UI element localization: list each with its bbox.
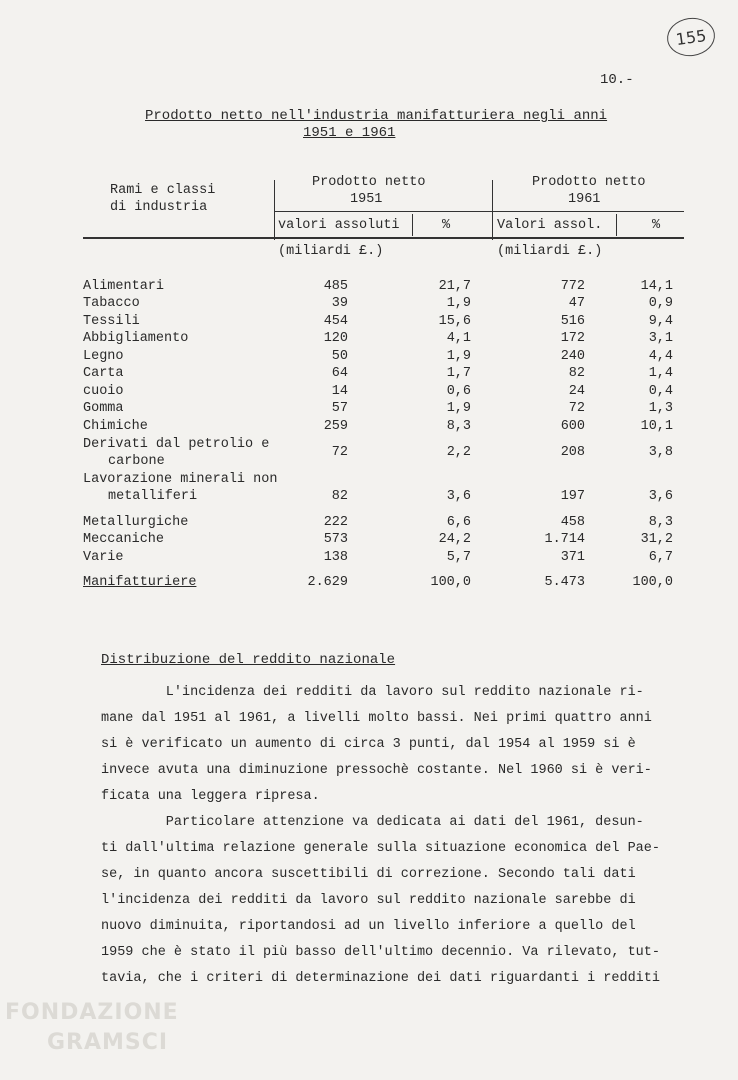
total-1951: 2.629 [307, 575, 348, 590]
value-1961: 371 [560, 550, 585, 565]
text-line: mane dal 1951 al 1961, a livelli molto bassi. Nei primi quattro anni [101, 711, 652, 726]
pct-1951: 21,7 [438, 279, 471, 294]
group-1961-line2: 1961 [568, 192, 601, 207]
value-1951: 573 [323, 532, 348, 547]
table-row [0, 296, 738, 313]
page-number: 10.- [600, 72, 634, 88]
value-1961: 208 [560, 445, 585, 460]
value-1961: 600 [560, 419, 585, 434]
pct-1951: 6,6 [446, 515, 471, 530]
row-label: Tabacco [83, 296, 140, 311]
text-line: nuovo diminuita, riportandosi ad un livello inferiore a quello del [101, 919, 636, 934]
value-1951: 50 [331, 349, 348, 364]
group-1951-line1: Prodotto netto [312, 175, 426, 190]
pct-1951: 1,9 [446, 349, 471, 364]
branch-header-line1: Rami e classi [110, 183, 216, 198]
table-row [0, 366, 738, 383]
text-line: si è verificato un aumento di circa 3 punti, dal 1954 al 1959 si è [101, 737, 636, 752]
table-row [0, 419, 738, 436]
value-1961: 772 [560, 279, 585, 294]
pct-1951: 5,7 [446, 550, 471, 565]
archive-watermark [5, 998, 195, 1068]
table-row [0, 550, 738, 567]
text-line: L'incidenza dei redditi da lavoro sul reddito nazionale ri- [101, 685, 644, 700]
pct-1961: 3,1 [648, 331, 673, 346]
section-title: Distribuzione del reddito nazionale [101, 652, 396, 668]
text-line: 1959 che è stato il più basso dell'ultimo decennio. Va rilevato, tut- [101, 945, 660, 960]
row-label: Tessili [83, 314, 140, 329]
sub-pct-1951: % [442, 218, 451, 233]
group-1961-line1: Prodotto netto [532, 175, 646, 190]
value-1951: 14 [331, 384, 348, 399]
value-1951: 39 [331, 296, 348, 311]
pct-1951: 24,2 [438, 532, 471, 547]
row-label: Lavorazione minerali non [83, 472, 278, 487]
pct-1951: 3,6 [446, 489, 471, 504]
group-1951-line2: 1951 [350, 192, 383, 207]
text-line: ficata una leggera ripresa. [101, 789, 320, 804]
value-1951: 72 [331, 445, 348, 460]
total-1961: 5.473 [544, 575, 585, 590]
header-rule [83, 237, 684, 239]
table-total-row [0, 575, 738, 592]
row-label: Gomma [83, 401, 124, 416]
table-title-line2: 1951 e 1961 [303, 125, 396, 141]
row-label: Meccaniche [83, 532, 165, 547]
value-1961: 197 [560, 489, 585, 504]
sub-values-1951: valori assoluti [278, 218, 400, 233]
value-1961: 240 [560, 349, 585, 364]
value-1961: 72 [568, 401, 585, 416]
row-label: Derivati dal petrolio e [83, 437, 270, 452]
pct-1951: 1,7 [446, 366, 471, 381]
value-1951: 485 [323, 279, 348, 294]
row-label: Alimentari [83, 279, 165, 294]
pct-1961: 10,1 [640, 419, 673, 434]
pct-1961: 0,4 [648, 384, 673, 399]
row-label: cuoio [83, 384, 124, 399]
pct-1951: 15,6 [438, 314, 471, 329]
pct-1961: 6,7 [648, 550, 673, 565]
text-line: ti dall'ultima relazione generale sulla situazione economica del Pae- [101, 841, 660, 856]
table-row [0, 384, 738, 401]
pct-1951: 0,6 [446, 384, 471, 399]
row-label: Carta [83, 366, 124, 381]
pct-1961: 1,4 [648, 366, 673, 381]
value-1951: 454 [323, 314, 348, 329]
value-1961: 24 [568, 384, 585, 399]
pct-1951: 8,3 [446, 419, 471, 434]
unit-1961: (miliardi £.) [497, 244, 603, 259]
archive-stamp: 155 [665, 15, 718, 59]
pct-1951: 4,1 [446, 331, 471, 346]
sub-values-1961: Valori assol. [497, 218, 603, 233]
header-divider-right [492, 180, 493, 240]
row-label-cont: carbone [108, 454, 165, 469]
pct-1961: 31,2 [640, 532, 673, 547]
text-line: l'incidenza dei redditi da lavoro sul reddito nazionale sarebbe di [101, 893, 636, 908]
branch-header-line2: di industria [110, 200, 208, 215]
pct-1961: 14,1 [640, 279, 673, 294]
text-line: se, in quanto ancora suscettibili di correzione. Secondo tali dati [101, 867, 636, 882]
sub-pct-1961: % [652, 218, 661, 233]
table-title-line1: Prodotto netto nell'industria manifatturiera negli anni [145, 108, 608, 124]
value-1961: 1.714 [544, 532, 585, 547]
table-row [0, 515, 738, 532]
table-row [0, 279, 738, 296]
value-1961: 172 [560, 331, 585, 346]
header-divider-left [274, 180, 275, 240]
value-1951: 259 [323, 419, 348, 434]
value-1951: 57 [331, 401, 348, 416]
table-row [0, 349, 738, 366]
table-row [0, 532, 738, 549]
value-1951: 222 [323, 515, 348, 530]
table-row-continued [0, 454, 738, 471]
unit-1951: (miliardi £.) [278, 244, 384, 259]
pct-1961: 3,8 [648, 445, 673, 460]
table-row [0, 472, 738, 489]
value-1951: 82 [331, 489, 348, 504]
sub-divider-1951 [412, 214, 413, 236]
text-line: Particolare attenzione va dedicata ai dati del 1961, desun- [101, 815, 644, 830]
pct-1961: 0,9 [648, 296, 673, 311]
row-label: Chimiche [83, 419, 148, 434]
value-1951: 138 [323, 550, 348, 565]
value-1951: 64 [331, 366, 348, 381]
pct-1961: 1,3 [648, 401, 673, 416]
pct-1961: 9,4 [648, 314, 673, 329]
total-pct-1951: 100,0 [430, 575, 471, 590]
sub-divider-1961 [616, 214, 617, 236]
row-label-cont: metalliferi [108, 489, 198, 504]
text-line: tavia, che i criteri di determinazione dei dati riguardanti i redditi [101, 971, 660, 986]
value-1951: 120 [323, 331, 348, 346]
row-label: Metallurgiche [83, 515, 189, 530]
row-label: Abbigliamento [83, 331, 189, 346]
text-line: invece avuta una diminuzione pressochè costante. Nel 1960 si è veri- [101, 763, 652, 778]
row-label: Varie [83, 550, 124, 565]
pct-1961: 8,3 [648, 515, 673, 530]
watermark-line1: FONDAZIONE [5, 1000, 179, 1025]
table-row [0, 314, 738, 331]
pct-1951: 1,9 [446, 296, 471, 311]
pct-1961: 4,4 [648, 349, 673, 364]
pct-1951: 1,9 [446, 401, 471, 416]
value-1961: 47 [568, 296, 585, 311]
total-pct-1961: 100,0 [632, 575, 673, 590]
table-row [0, 331, 738, 348]
table-row [0, 401, 738, 418]
header-subrule [274, 211, 684, 212]
value-1961: 82 [568, 366, 585, 381]
table-row-continued [0, 489, 738, 506]
pct-1951: 2,2 [446, 445, 471, 460]
value-1961: 458 [560, 515, 585, 530]
value-1961: 516 [560, 314, 585, 329]
watermark-line2: GRAMSCI [47, 1030, 169, 1055]
row-label: Legno [83, 349, 124, 364]
total-label: Manifatturiere [83, 575, 197, 590]
pct-1961: 3,6 [648, 489, 673, 504]
